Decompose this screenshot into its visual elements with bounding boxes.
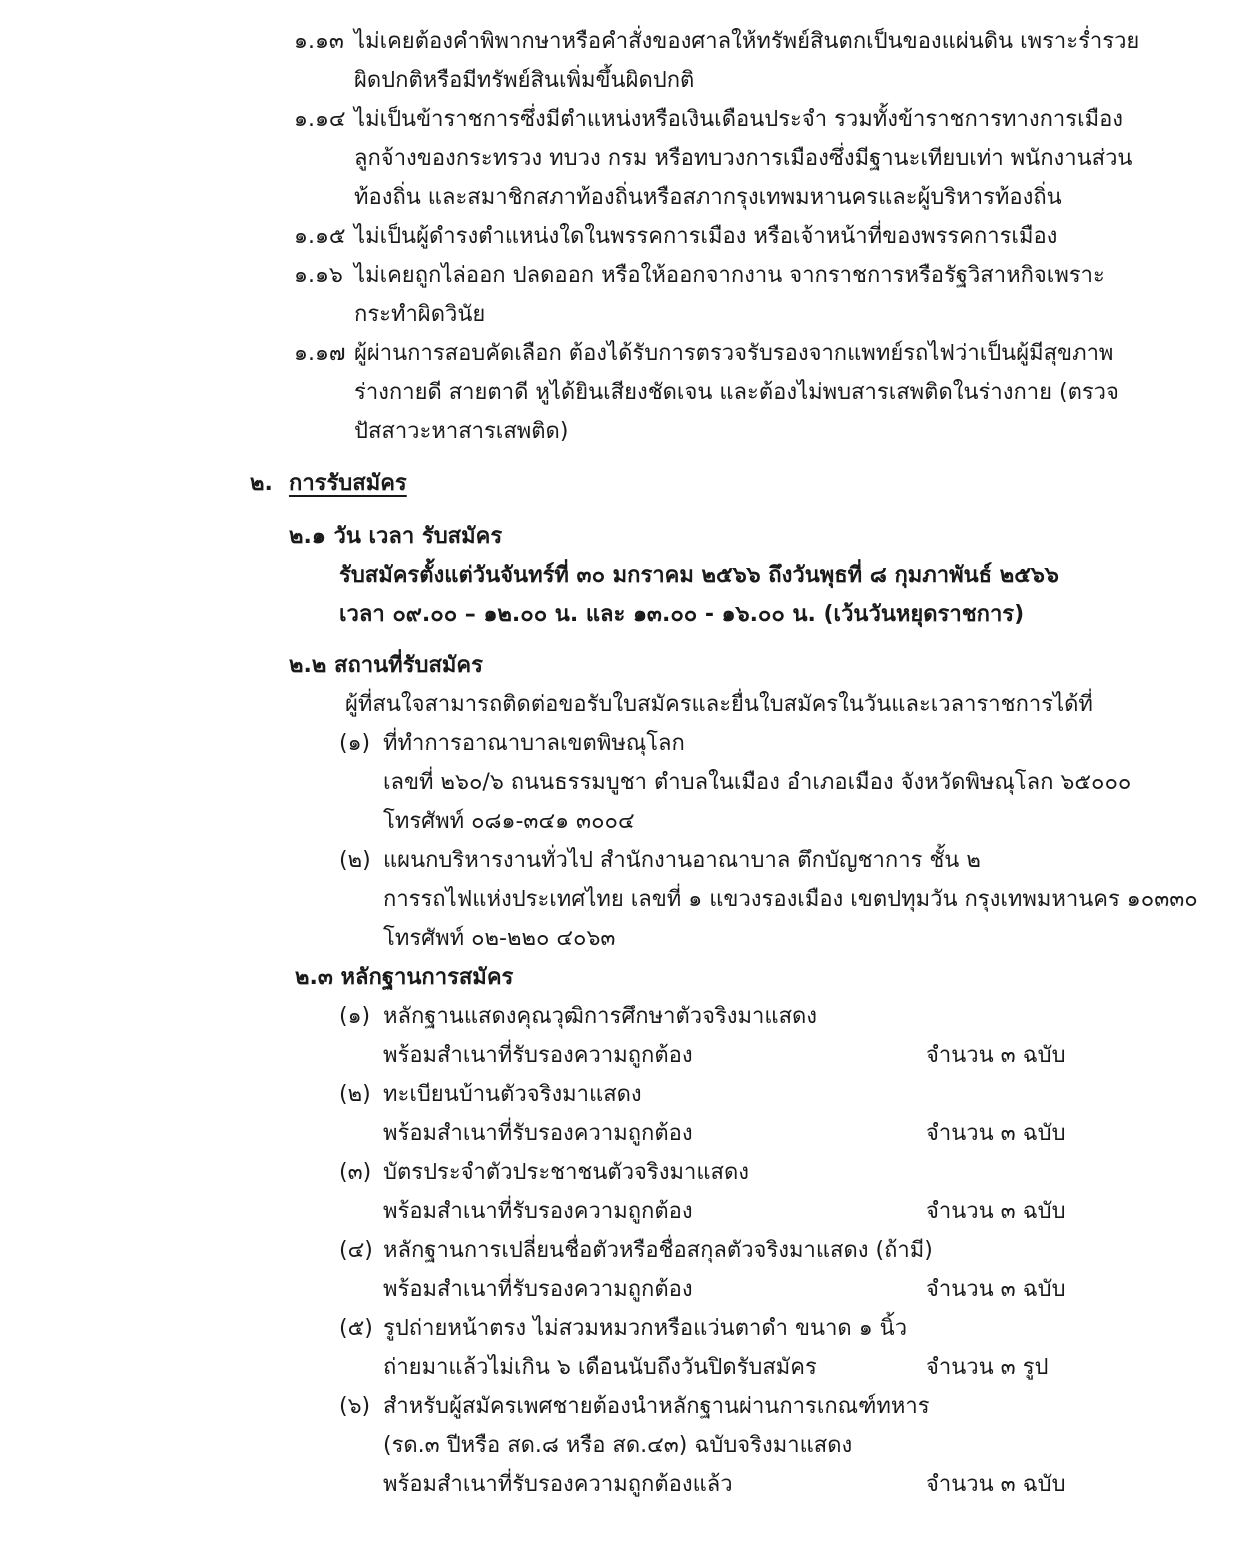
doc-quantity: จำนวน ๓ ฉบับ	[926, 1043, 1066, 1068]
doc-quantity: จำนวน ๓ รูป	[926, 1355, 1049, 1380]
item-number: ๑.๑๗	[294, 341, 346, 366]
item-text: ร่างกายดี สายตาดี หูได้ยินเสียงชัดเจน และต้องไม่พบสารเสพติดในร่างกาย (ตรวจ	[354, 380, 1119, 405]
place-address: เลขที่ ๒๖๐/๖ ถนนธรรมบูชา ตำบลในเมือง อำเภอเมือง จังหวัดพิษณุโลก ๖๕๐๐๐	[383, 770, 1132, 795]
doc-number: (๑)	[339, 1004, 371, 1029]
item-number: ๑.๑๕	[294, 224, 346, 249]
doc-number: (๒)	[339, 1082, 371, 1107]
subsection-heading: ๒.๓ หลักฐานการสมัคร	[295, 965, 514, 990]
item-text: ปัสสาวะหาสารเสพติด)	[354, 419, 569, 444]
item-number: ๑.๑๔	[294, 107, 346, 132]
doc-text: พร้อมสำเนาที่รับรองความถูกต้อง	[383, 1121, 693, 1146]
place-phone: โทรศัพท์ ๐๒-๒๒๐ ๔๐๖๓	[383, 926, 616, 951]
item-number: ๑.๑๓	[294, 29, 344, 54]
doc-text: ถ่ายมาแล้วไม่เกิน ๖ เดือนนับถึงวันปิดรับสมัคร	[383, 1355, 817, 1380]
doc-text: พร้อมสำเนาที่รับรองความถูกต้อง	[383, 1277, 693, 1302]
doc-text: บัตรประจำตัวประชาชนตัวจริงมาแสดง	[383, 1160, 749, 1185]
subsection-heading: ๒.๒ สถานที่รับสมัคร	[289, 653, 483, 678]
doc-text: พร้อมสำเนาที่รับรองความถูกต้องแล้ว	[383, 1472, 733, 1497]
doc-quantity: จำนวน ๓ ฉบับ	[926, 1277, 1066, 1302]
doc-quantity: จำนวน ๓ ฉบับ	[926, 1472, 1066, 1497]
doc-text: (รด.๓ ปีหรือ สด.๘ หรือ สด.๔๓) ฉบับจริงมาแสดง	[383, 1433, 853, 1458]
doc-quantity: จำนวน ๓ ฉบับ	[926, 1199, 1066, 1224]
doc-number: (๖)	[339, 1394, 371, 1419]
doc-number: (๕)	[339, 1316, 373, 1341]
item-text: ไม่เป็นข้าราชการซึ่งมีตำแหน่งหรือเงินเดือนประจำ รวมทั้งข้าราชการทางการเมือง	[354, 107, 1124, 132]
application-dates: รับสมัครตั้งแต่วันจันทร์ที่ ๓๐ มกราคม ๒๕๖๖ ถึงวันพุธที่ ๘ กุมภาพันธ์ ๒๕๖๖	[339, 563, 1059, 588]
doc-number: (๔)	[339, 1238, 373, 1263]
doc-number: (๓)	[339, 1160, 372, 1185]
doc-text: พร้อมสำเนาที่รับรองความถูกต้อง	[383, 1043, 693, 1068]
place-number: (๒)	[339, 848, 371, 873]
doc-text: รูปถ่ายหน้าตรง ไม่สวมหมวกหรือแว่นตาดำ ขนาด ๑ นิ้ว	[383, 1316, 908, 1341]
doc-quantity: จำนวน ๓ ฉบับ	[926, 1121, 1066, 1146]
application-hours: เวลา ๐๙.๐๐ – ๑๒.๐๐ น. และ ๑๓.๐๐ - ๑๖.๐๐ น. (เว้นวันหยุดราชการ)	[339, 602, 1025, 627]
place-phone: โทรศัพท์ ๐๘๑-๓๔๑ ๓๐๐๔	[383, 809, 635, 834]
item-text: ผิดปกติหรือมีทรัพย์สินเพิ่มขึ้นผิดปกติ	[354, 68, 695, 93]
item-text: กระทำผิดวินัย	[354, 302, 486, 327]
doc-text: ทะเบียนบ้านตัวจริงมาแสดง	[383, 1082, 642, 1107]
item-text: ไม่เคยถูกไล่ออก ปลดออก หรือให้ออกจากงาน จากราชการหรือรัฐวิสาหกิจเพราะ	[354, 263, 1105, 288]
place-name: แผนกบริหารงานทั่วไป สำนักงานอาณาบาล ตึกบัญชาการ ชั้น ๒	[383, 848, 981, 873]
doc-text: พร้อมสำเนาที่รับรองความถูกต้อง	[383, 1199, 693, 1224]
place-intro: ผู้ที่สนใจสามารถติดต่อขอรับใบสมัครและยื่นใบสมัครในวันและเวลาราชการได้ที่	[345, 692, 1093, 717]
place-number: (๑)	[339, 731, 371, 756]
item-text: ไม่เป็นผู้ดำรงตำแหน่งใดในพรรคการเมือง หรือเจ้าหน้าที่ของพรรคการเมือง	[354, 224, 1058, 249]
section-title: การรับสมัคร	[289, 471, 407, 496]
doc-text: หลักฐานแสดงคุณวุฒิการศึกษาตัวจริงมาแสดง	[383, 1004, 818, 1029]
subsection-heading: ๒.๑ วัน เวลา รับสมัคร	[289, 524, 503, 549]
item-text: ลูกจ้างของกระทรวง ทบวง กรม หรือทบวงการเมืองซึ่งมีฐานะเทียบเท่า พนักงานส่วน	[354, 146, 1133, 171]
place-address: การรถไฟแห่งประเทศไทย เลขที่ ๑ แขวงรองเมือง เขตปทุมวัน กรุงเทพมหานคร ๑๐๓๓๐	[383, 887, 1198, 912]
item-number: ๑.๑๖	[294, 263, 343, 288]
doc-text: สำหรับผู้สมัครเพศชายต้องนำหลักฐานผ่านการเกณฑ์ทหาร	[383, 1394, 930, 1419]
section-number: ๒.	[250, 471, 273, 496]
place-name: ที่ทำการอาณาบาลเขตพิษณุโลก	[383, 731, 685, 756]
doc-text: หลักฐานการเปลี่ยนชื่อตัวหรือชื่อสกุลตัวจริงมาแสดง (ถ้ามี)	[383, 1238, 933, 1263]
item-text: ผู้ผ่านการสอบคัดเลือก ต้องได้รับการตรวจรับรองจากแพทย์รถไฟว่าเป็นผู้มีสุขภาพ	[354, 341, 1114, 366]
item-text: ไม่เคยต้องคำพิพากษาหรือคำสั่งของศาลให้ทรัพย์สินตกเป็นของแผ่นดิน เพราะร่ำรวย	[354, 29, 1140, 54]
item-text: ท้องถิ่น และสมาชิกสภาท้องถิ่นหรือสภากรุงเทพมหานครและผู้บริหารท้องถิ่น	[354, 185, 1062, 210]
